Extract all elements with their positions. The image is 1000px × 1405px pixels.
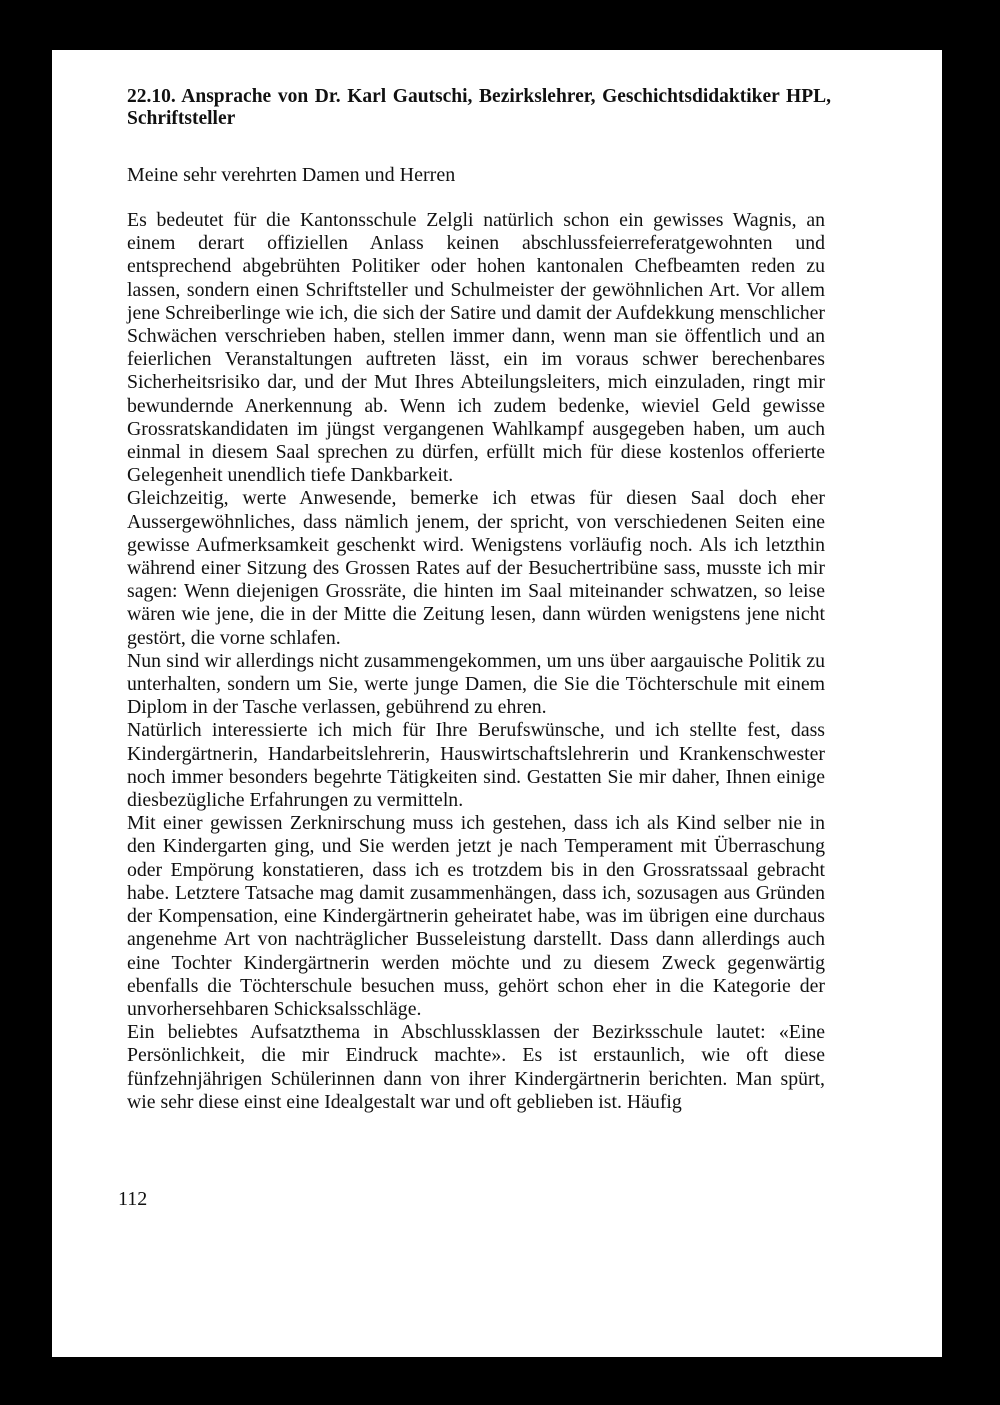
paragraph: Es bedeutet für die Kantonsschule Zelgli natürlich schon ein gewisses Wagnis, an einem derart offiziellen Anlass keinen abschlussfeierreferatgewohnten und entsprechend abgebrühten Politiker oder hohen kantonalen Chefbeamten reden zu lassen, sondern einen Schriftsteller und Schulmeister der gewöhnlichen Art. Vor allem jene Schreiberlinge wie ich, die sich der Satire und damit der Aufdekkung menschlicher Schwächen verschrieben haben, stellen immer dann, wenn man sie öffentlich und an feierlichen Veranstaltungen auftreten lässt, ein im voraus schwer berechenbares Sicherheitsrisiko dar, und der Mut Ihres Abteilungsleiters, mich einzuladen, ringt mir bewundernde Anerkennung ab. Wenn ich zudem bedenke, wieviel Geld gewisse Grossratskandidaten im jüngst vergangenen Wahlkampf ausgegeben haben, um auch einmal in diesem Saal sprechen zu dürfen, erfüllt mich für diese kostenlos offerierte Gelegenheit unendlich tiefe Dankbarkeit. bbox=[127, 209, 825, 487]
paragraph: Natürlich interessierte ich mich für Ihre Berufswünsche, und ich stellte fest, dass Kindergärtnerin, Handarbeitslehrerin, Hauswirtschaftslehrerin und Krankenschwester noch immer besonders begehrte Tätigkeiten sind. Gestatten Sie mir daher, Ihnen einige diesbezügliche Erfahrungen zu vermitteln. bbox=[127, 719, 825, 812]
paragraph: Gleichzeitig, werte Anwesende, bemerke ich etwas für diesen Saal doch eher Aussergewöhnliches, dass nämlich jenem, der spricht, von verschiedenen Seiten eine gewisse Aufmerksamkeit geschenkt wird. Wenigstens vorläufig noch. Als ich letzthin während einer Sitzung des Grossen Rates auf der Besuchertribüne sass, musste ich mir sagen: Wenn diejenigen Grossräte, die hinten im Saal miteinander schwatzen, so leise wären wie jene, die in der Mitte die Zeitung lesen, dann würden wenigstens jene nicht gestört, die vorne schlafen. bbox=[127, 487, 825, 649]
page-number: 112 bbox=[118, 1188, 148, 1210]
body-text bbox=[127, 209, 825, 1114]
paragraph: Mit einer gewissen Zerknirschung muss ich gestehen, dass ich als Kind selber nie in den Kindergarten ging, und Sie werden jetzt je nach Temperament mit Überraschung oder Empörung konstatieren, dass ich es trotzdem bis in den Grossratssaal gebracht habe. Letztere Tatsache mag damit zusammenhängen, dass ich, sozusagen aus Gründen der Kompensation, eine Kindergärtnerin geheiratet habe, was im übrigen eine durchaus angenehme Art von nachträglicher Busseleistung darstellt. Dass dann allerdings auch eine Tochter Kindergärtnerin werden möchte und zu diesem Zweck gegenwärtig ebenfalls die Töchterschule besuchen muss, gehört schon eher in die Kategorie der unvorhersehbaren Schicksalsschläge. bbox=[127, 812, 825, 1020]
section-heading: 22.10. Ansprache von Dr. Karl Gautschi, Bezirkslehrer, Geschichtsdidaktiker HPL, Schriftsteller bbox=[127, 86, 831, 129]
paragraph: Nun sind wir allerdings nicht zusammengekommen, um uns über aargauische Politik zu unterhalten, sondern um Sie, werte junge Damen, die Sie die Töchterschule mit einem Diplom in der Tasche verlassen, gebührend zu ehren. bbox=[127, 649, 825, 719]
salutation: Meine sehr verehrten Damen und Herren bbox=[127, 164, 456, 186]
paragraph: Ein beliebtes Aufsatzthema in Abschlussklassen der Bezirksschule lautet: «Eine Persönlichkeit, die mir Eindruck machte». Es ist erstaunlich, wie oft diese fünfzehnjährigen Schülerinnen dann von ihrer Kindergärtnerin berichten. Man spürt, wie sehr diese einst eine Idealgestalt war und oft geblieben ist. Häufig bbox=[127, 1021, 825, 1113]
